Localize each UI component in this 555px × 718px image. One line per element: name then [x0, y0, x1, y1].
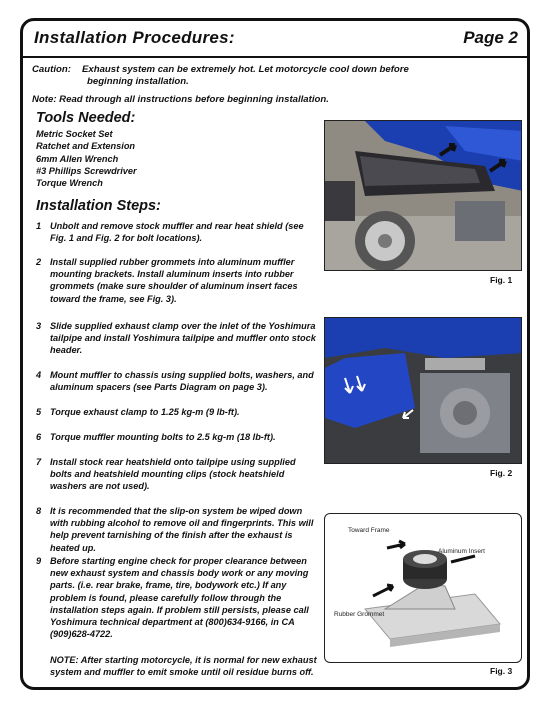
step-text: Install stock rear heatshield onto tailpipe using supplied bolts and heatshield mounting clips (stock heatshield washers are not used).	[50, 457, 296, 492]
step-item	[36, 431, 316, 443]
step-text: Torque exhaust clamp to 1.25 kg-m (9 lb-ft).	[50, 407, 240, 417]
rubber-grommet-label: Rubber Grommet	[334, 611, 385, 618]
step-number: 8	[36, 506, 42, 516]
fig2-caption: Fig. 2	[490, 468, 513, 478]
tool-item: Metric Socket Set	[36, 129, 113, 139]
step-number: 3	[36, 321, 42, 331]
step-number: 7	[36, 457, 42, 467]
step-item	[36, 505, 316, 554]
step-item	[36, 456, 316, 493]
step-item	[36, 220, 316, 244]
step-item	[36, 369, 316, 393]
step-item	[36, 256, 316, 305]
step-number: 2	[36, 257, 42, 267]
step-text: Mount muffler to chassis using supplied bolts, washers, and aluminum spacers (see Parts Diagram on page 3).	[50, 370, 314, 393]
step-text: Slide supplied exhaust clamp over the inlet of the Yoshimura tailpipe and install Yoshimura tailpipe and muffler onto stock header.	[50, 321, 316, 356]
final-note: NOTE: After starting motorcycle, it is normal for new exhaust system and muffler to emit smoke until oil residue burns off.	[50, 655, 317, 678]
step-item	[36, 320, 316, 357]
tool-item: #3 Phillips Screwdriver	[36, 165, 137, 176]
page-number: Page 2	[463, 28, 518, 47]
fig1-photo	[324, 120, 522, 271]
fig1-caption: Fig. 1	[490, 275, 513, 285]
page-header	[20, 18, 530, 58]
fig3-diagram	[324, 513, 522, 663]
step-text: Torque muffler mounting bolts to 2.5 kg-m (18 lb-ft).	[50, 432, 276, 442]
step-number: 6	[36, 432, 42, 442]
step-text: It is recommended that the slip-on system be wiped down with rubbing alcohol to remove oil and fingerprints. This will help prevent tarnishing of the finish after the exhaust is heated up.	[50, 506, 314, 553]
step-text: Before starting engine check for proper clearance between new exhaust system and chassis body work or any moving parts. (i.e. rear brake, frame, tire, bodywork etc.) If any problem is found, please carefully follow through the installation steps again. If problem still persists, please call Yoshimura technical department at (800)634-9166, in CA (909)628-4722.	[50, 556, 309, 640]
step-number: 5	[36, 407, 42, 417]
step-number: 1	[36, 221, 42, 231]
tools-list	[36, 128, 137, 189]
motorcycle-muffler-image	[325, 121, 522, 271]
fig2-photo	[324, 317, 522, 464]
motorcycle-engine-image	[325, 318, 522, 464]
step-number: 4	[36, 370, 42, 380]
caution-line-2: beginning installation.	[87, 76, 189, 87]
step-number: 9	[36, 556, 42, 566]
fig3-caption: Fig. 3	[490, 666, 513, 676]
aluminum-insert-label: Aluminum Insert	[438, 548, 485, 555]
step-text: Install supplied rubber grommets into aluminum muffler mounting brackets. Install aluminum inserts into rubber grommets (make sure shoulder of aluminum insert faces toward the frame, see Fig. 3).	[50, 257, 298, 304]
tool-item: Torque Wrench	[36, 178, 103, 189]
read-instructions-note: Note: Read through all instructions before beginning installation.	[32, 94, 329, 105]
step-item	[36, 555, 316, 640]
caution-notice	[32, 64, 522, 88]
step-text: Unbolt and remove stock muffler and rear heat shield (see Fig. 1 and Fig. 2 for bolt locations).	[50, 221, 304, 244]
tool-item: 6mm Allen Wrench	[36, 153, 119, 164]
toward-frame-label: Toward Frame	[348, 527, 390, 534]
page-title: Installation Procedures:	[34, 28, 235, 47]
caution-label: Caution:	[32, 64, 71, 75]
caution-line-1: Exhaust system can be extremely hot. Let motorcycle cool down before	[82, 64, 409, 75]
tools-heading: Tools Needed:	[36, 110, 136, 126]
step-item	[36, 406, 316, 418]
tool-item: Ratchet and Extension	[36, 141, 136, 152]
steps-heading: Installation Steps:	[36, 198, 161, 214]
grommet-diagram	[325, 514, 522, 663]
